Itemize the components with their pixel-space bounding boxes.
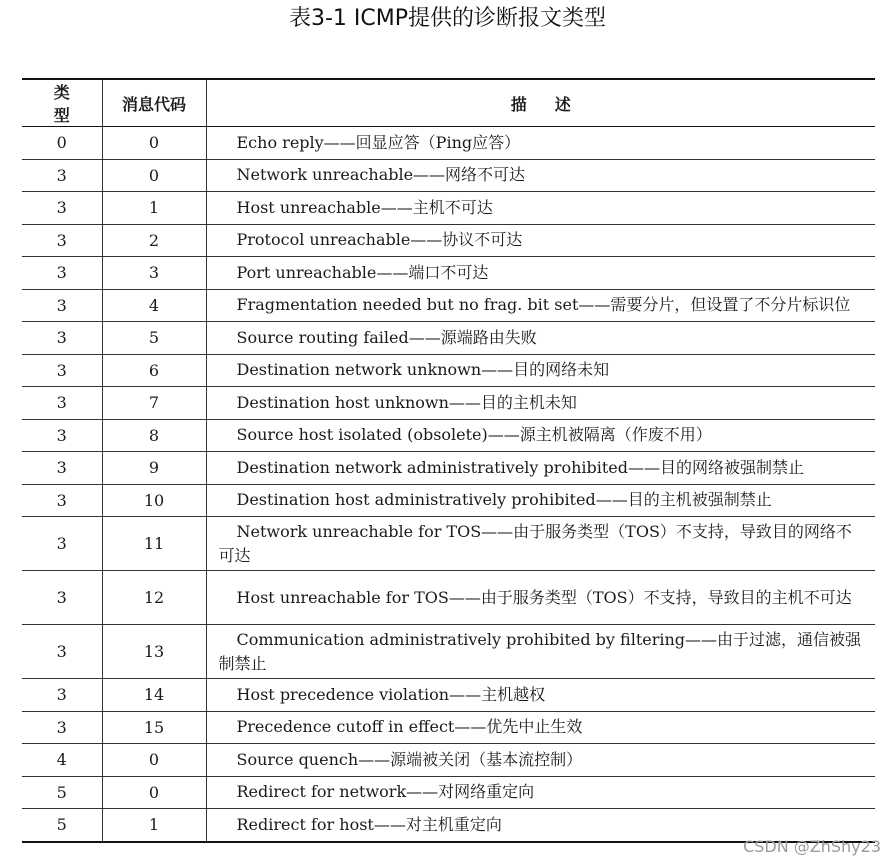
description-text: Protocol unreachable——协议不可达	[236, 230, 523, 250]
table-row	[22, 679, 875, 712]
table-row	[22, 192, 875, 225]
type-cell: 3	[22, 419, 102, 452]
description-cell	[206, 159, 875, 192]
description-text: Port unreachable——端口不可达	[236, 262, 489, 282]
table-row	[22, 127, 875, 160]
description-cell	[206, 322, 875, 355]
code-cell: 0	[102, 776, 206, 809]
description-text: Fragmentation needed but no frag. bit set——需要分片，但设置了不分片标识位	[236, 295, 851, 315]
code-cell: 0	[102, 159, 206, 192]
table-row	[22, 159, 875, 192]
table-row	[22, 517, 875, 571]
table-row	[22, 387, 875, 420]
description-text: Host unreachable for TOS——由于服务类型（TOS）不支持，导致目的主机不可达	[236, 587, 852, 607]
code-cell: 6	[102, 354, 206, 387]
description-text: Source routing failed——源端路由失败	[236, 327, 537, 347]
code-cell: 10	[102, 484, 206, 517]
table-row	[22, 571, 875, 625]
type-cell: 3	[22, 289, 102, 322]
code-cell: 3	[102, 257, 206, 290]
header-code: 消息代码	[102, 79, 206, 127]
type-cell: 3	[22, 322, 102, 355]
table-row	[22, 224, 875, 257]
code-cell: 8	[102, 419, 206, 452]
watermark: CSDN @ZhShy23	[743, 837, 881, 856]
code-cell: 14	[102, 679, 206, 712]
type-cell: 3	[22, 571, 102, 625]
header-desc: 描述	[206, 79, 875, 127]
code-cell: 11	[102, 517, 206, 571]
table-header-row	[22, 79, 875, 127]
table-row	[22, 744, 875, 777]
type-cell: 3	[22, 452, 102, 485]
description-cell	[206, 387, 875, 420]
table-row	[22, 711, 875, 744]
description-text: Destination host administratively prohibited——目的主机被强制禁止	[236, 490, 772, 510]
type-cell: 4	[22, 744, 102, 777]
table-body	[22, 127, 875, 842]
table-title: 表3-1 ICMP提供的诊断报文类型	[288, 6, 607, 31]
description-cell	[206, 452, 875, 485]
code-cell: 2	[102, 224, 206, 257]
type-cell: 3	[22, 257, 102, 290]
type-cell: 3	[22, 517, 102, 571]
description-cell	[206, 192, 875, 225]
description-text: Redirect for host——对主机重定向	[236, 814, 502, 834]
table-row	[22, 257, 875, 290]
type-cell: 5	[22, 809, 102, 842]
description-cell	[206, 484, 875, 517]
description-cell	[206, 224, 875, 257]
type-cell: 3	[22, 159, 102, 192]
code-cell: 4	[102, 289, 206, 322]
table-row	[22, 625, 875, 679]
type-cell: 3	[22, 192, 102, 225]
description-text: Destination network unknown——目的网络未知	[236, 360, 610, 380]
code-cell: 15	[102, 711, 206, 744]
description-cell	[206, 571, 875, 625]
icmp-message-table	[22, 78, 875, 843]
description-text: Precedence cutoff in effect——优先中止生效	[236, 717, 583, 737]
table-row	[22, 419, 875, 452]
code-cell: 1	[102, 192, 206, 225]
description-cell	[206, 517, 875, 571]
description-cell	[206, 679, 875, 712]
type-cell: 5	[22, 776, 102, 809]
description-cell	[206, 257, 875, 290]
type-cell: 3	[22, 711, 102, 744]
description-text: Network unreachable——网络不可达	[236, 165, 526, 185]
type-cell: 3	[22, 354, 102, 387]
table-row	[22, 452, 875, 485]
table-row	[22, 289, 875, 322]
type-cell: 3	[22, 224, 102, 257]
code-cell: 12	[102, 571, 206, 625]
code-cell: 0	[102, 127, 206, 160]
table-row	[22, 776, 875, 809]
description-text: Destination network administratively prohibited——目的网络被强制禁止	[236, 457, 804, 477]
description-text: Echo reply——回显应答（Ping应答）	[236, 132, 521, 152]
description-cell	[206, 744, 875, 777]
description-text: Source quench——源端被关闭（基本流控制）	[236, 749, 583, 769]
table-row	[22, 484, 875, 517]
description-cell	[206, 776, 875, 809]
description-cell	[206, 711, 875, 744]
description-cell	[206, 419, 875, 452]
code-cell: 1	[102, 809, 206, 842]
description-text: Source host isolated (obsolete)——源主机被隔离（作废不用）	[236, 425, 712, 445]
code-cell: 7	[102, 387, 206, 420]
description-cell	[206, 625, 875, 679]
type-cell: 3	[22, 625, 102, 679]
type-cell: 3	[22, 387, 102, 420]
description-cell	[206, 354, 875, 387]
header-type: 类型	[22, 79, 102, 127]
description-text: Redirect for network——对网络重定向	[236, 782, 535, 802]
description-text: Communication administratively prohibited by filtering——由于过滤，通信被强制禁止	[218, 629, 862, 673]
code-cell: 5	[102, 322, 206, 355]
description-cell	[206, 127, 875, 160]
code-cell: 13	[102, 625, 206, 679]
description-cell	[206, 289, 875, 322]
code-cell: 0	[102, 744, 206, 777]
type-cell: 3	[22, 484, 102, 517]
description-text: Host precedence violation——主机越权	[236, 684, 546, 704]
code-cell: 9	[102, 452, 206, 485]
table-row	[22, 354, 875, 387]
type-cell: 0	[22, 127, 102, 160]
table-row	[22, 322, 875, 355]
description-text: Host unreachable——主机不可达	[236, 197, 493, 217]
description-text: Network unreachable for TOS——由于服务类型（TOS）不支持，导致目的网络不可达	[218, 521, 852, 565]
description-text: Destination host unknown——目的主机未知	[236, 392, 577, 412]
type-cell: 3	[22, 679, 102, 712]
